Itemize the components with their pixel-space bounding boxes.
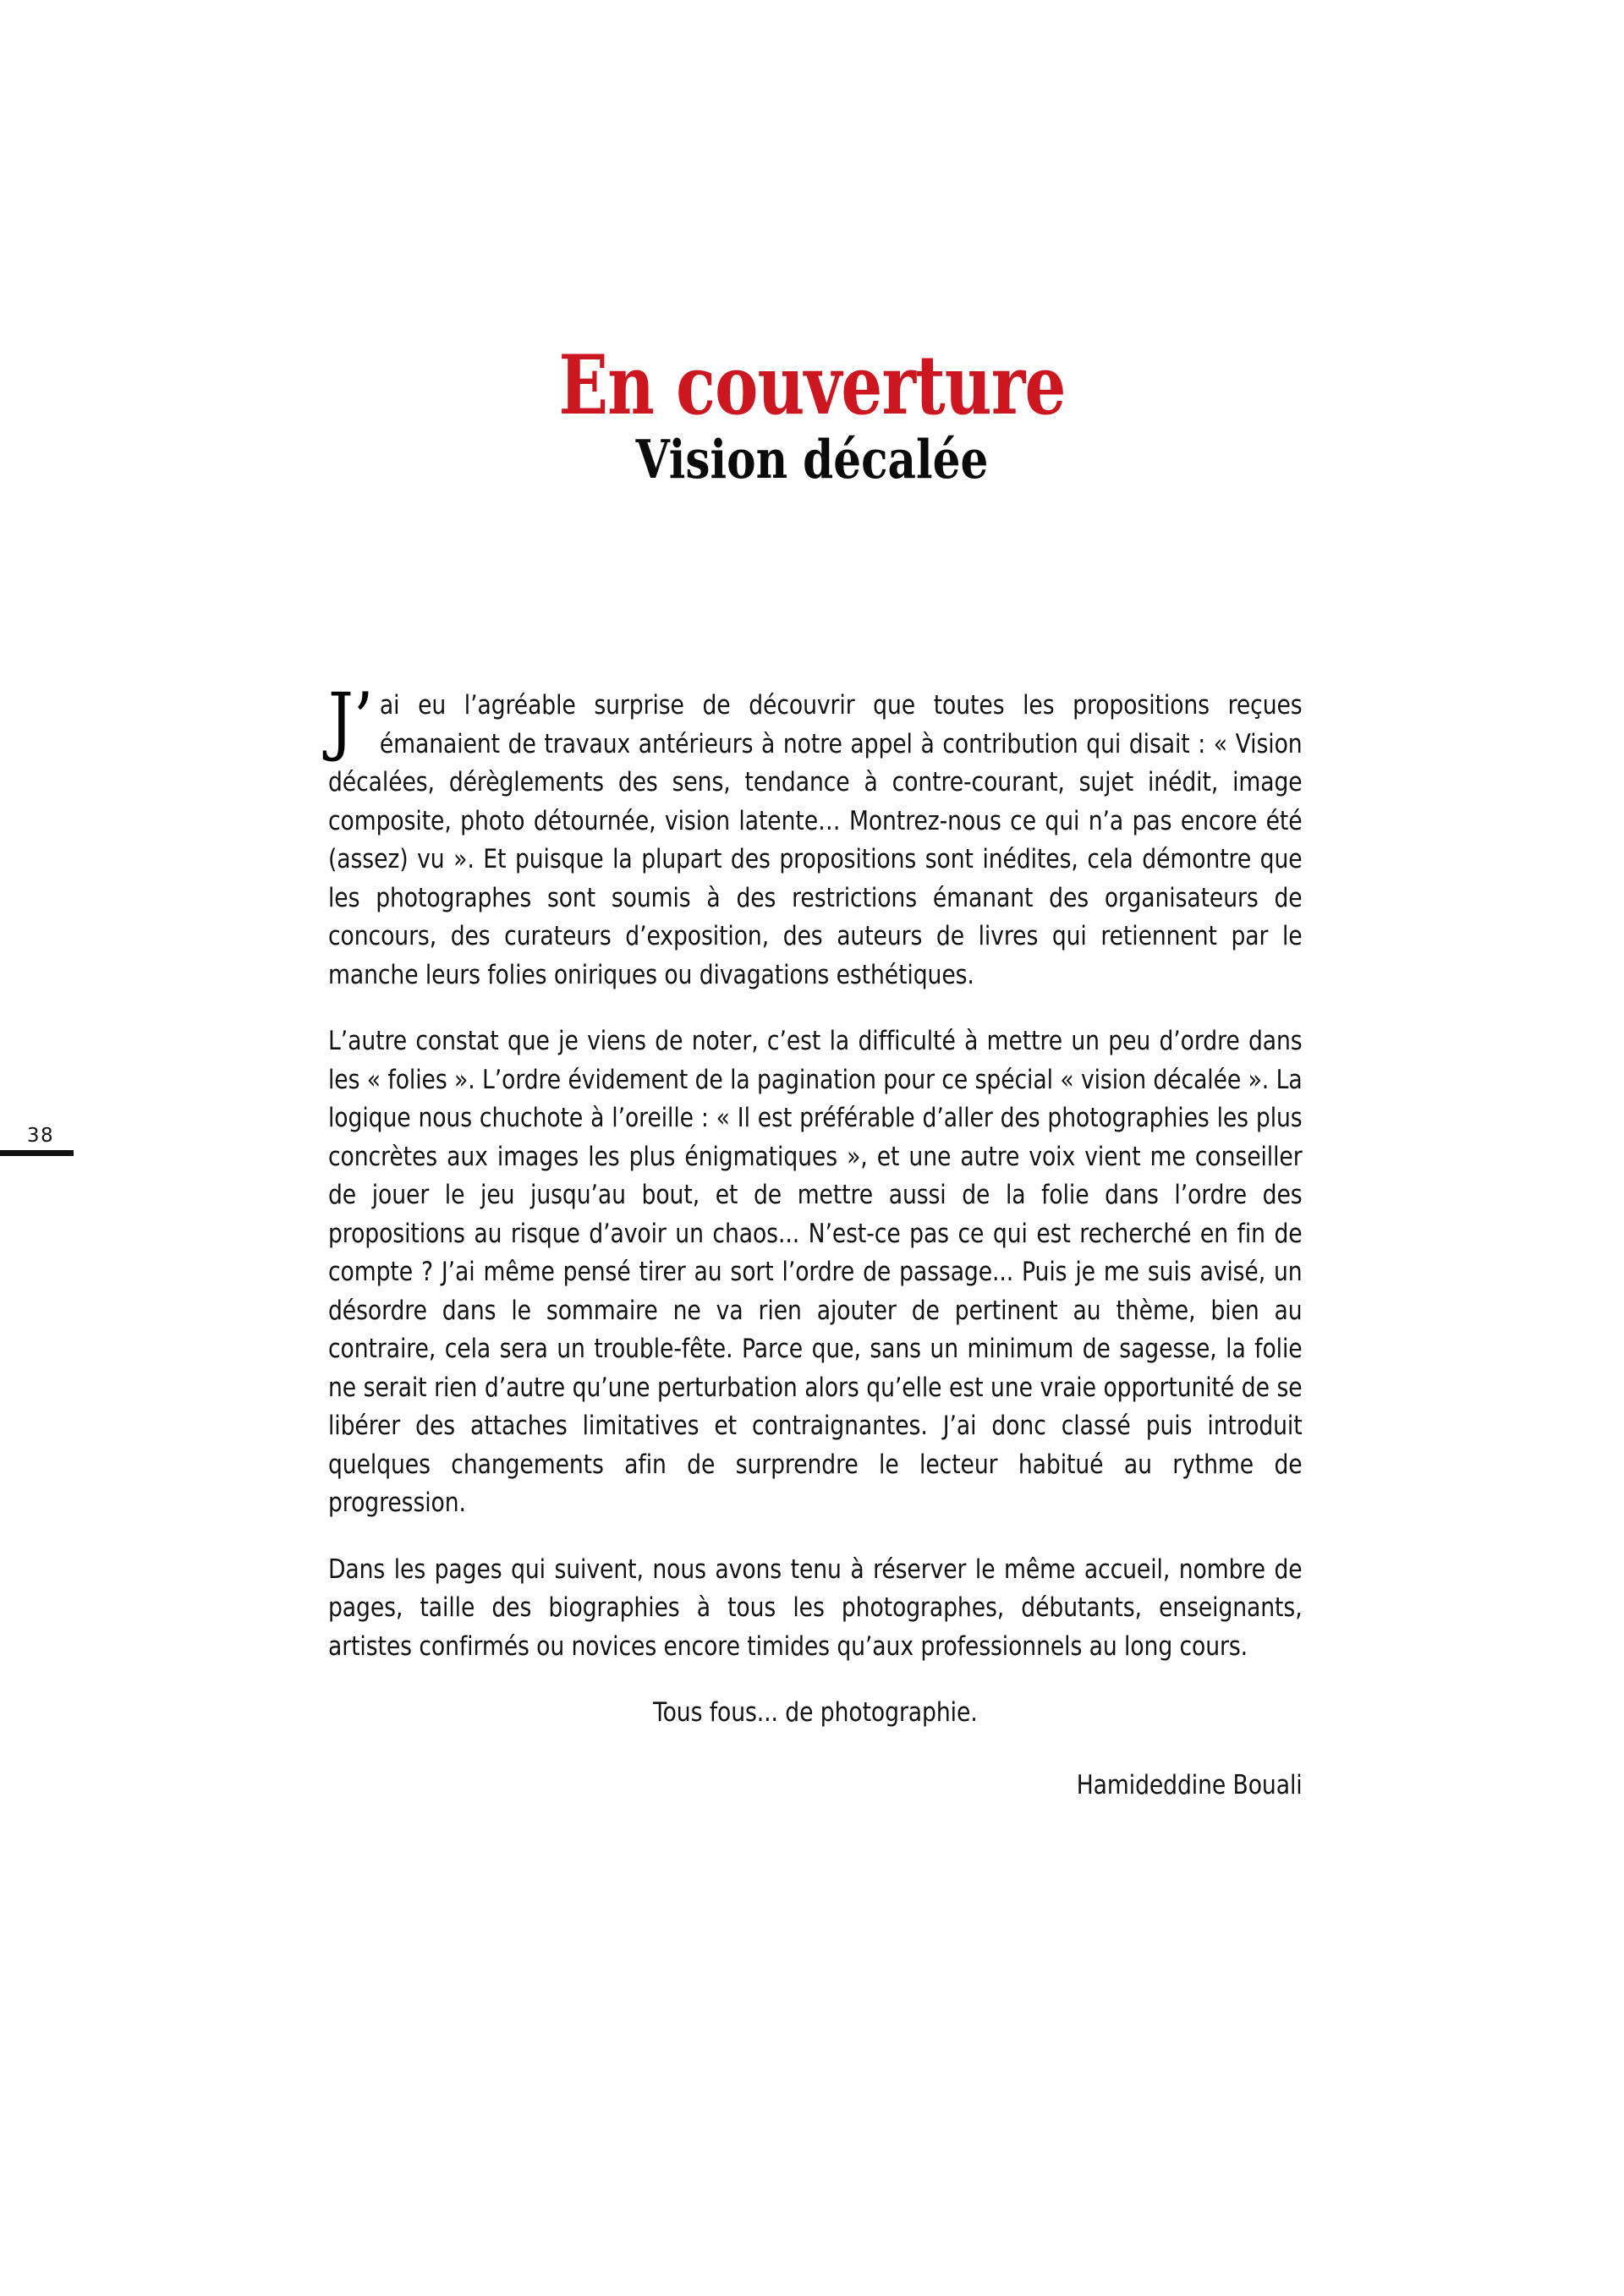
masthead xyxy=(0,337,1624,490)
paragraph-body-2: Dans les pages qui suivent, nous avons tenu à réserver le même accueil, nombre de pages, taille des biographies à tous les photographes, débutants, enseignants, artistes confirmés ou novices encore timides qu’aux professionnels au long cours. xyxy=(328,1553,1303,1662)
paragraph-body-1: L’autre constat que je viens de noter, c’est la difficulté à mettre un peu d’ordre dans les « folies ». L’ordre évidement de la pagination pour ce spécial « vision décalée ». La logique nous chuchote à l’oreille : « Il est préférable d’aller des photographies les plus concrètes aux images les plus énigmatiques », et une autre voix vient me conseiller de jouer le jeu jusqu’au bout, et de mettre aussi de la folie dans l’ordre des propositions au risque d’avoir un chaos... N’est-ce pas ce qui est recherché en fin de compte ? J’ai même pensé tirer au sort l’ordre de passage... Puis je me suis avisé, un désordre dans le sommaire ne va rien ajouter de pertinent au thème, bien au contraire, cela sera un trouble-fête. Parce que, sans un minimum de sagesse, la folie ne serait rien d’autre qu’une perturbation alors qu’elle est une vraie opportunité de se libérer des attaches limitatives et contraignantes. J’ai donc classé puis introduit quelques changements afin de surprendre le lecteur habitué au rythme de progression. xyxy=(328,1026,1303,1518)
page-number-marker xyxy=(0,1126,76,1156)
page-number: 38 xyxy=(26,1125,55,1147)
section-kicker: En couverture xyxy=(558,337,1066,433)
page-title: Vision décalée xyxy=(635,428,989,490)
margin-rule xyxy=(0,1150,74,1156)
author-signature: Hamideddine Bouali xyxy=(1076,1769,1303,1800)
article-body xyxy=(328,677,1303,1805)
closing-line: Tous fous... de photographie. xyxy=(652,1697,978,1728)
paragraph-lead: J’ai eu l’agréable surprise de découvrir que toutes les propositions reçues émanaient de travaux antérieurs à notre appel à contribution qui disait : « Vision décalées, dérèglements des sens, tendance à contre-courant, sujet inédit, image composite, photo détournée, vision latente… Montrez-nous ce qui n’a pas encore été (assez) vu ». Et puisque la plupart des propositions sont inédites, cela démontre que les photographes sont soumis à des restrictions émanant des organisateurs de concours, des curateurs d’exposition, des auteurs de livres qui retiennent par le manche leurs folies oniriques ou divagations esthétiques. xyxy=(328,677,1303,990)
